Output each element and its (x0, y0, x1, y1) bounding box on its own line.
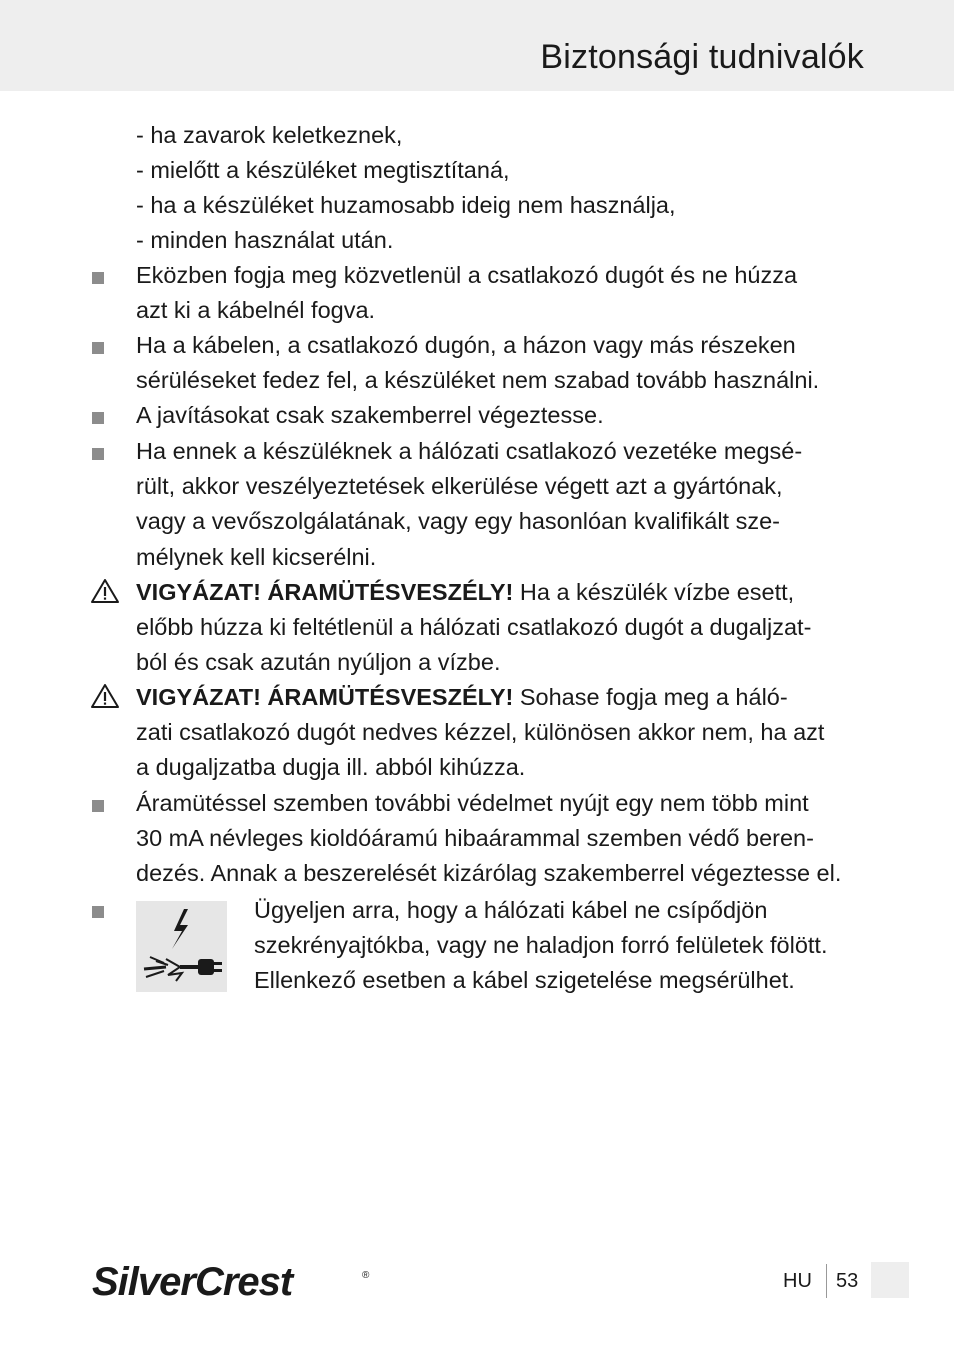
text-line: dezés. Annak a beszerelését kizárólag szakemberrel végeztesse el. (136, 860, 842, 887)
square-bullet-icon (92, 906, 104, 918)
svg-text:®: ® (362, 1270, 370, 1281)
text-line: A javításokat csak szakemberrel végeztesse. (136, 402, 604, 428)
text-line: ból és csak azután nyúljon a vízbe. (136, 649, 501, 676)
text-line: Ha ennek a készüléknek a hálózati csatlakozó vezetéke megsé- (136, 438, 803, 464)
text-line: sérüléseket fedez fel, a készüléket nem szabad tovább használni. (136, 367, 820, 394)
brand-logo (92, 1258, 382, 1309)
square-bullet-icon (92, 412, 104, 424)
text-line: Eközben fogja meg közvetlenül a csatlakozó dugót és ne húzza (136, 262, 798, 288)
warning-text: Sohase fogja meg a háló- (513, 684, 788, 710)
text-line: Ellenkező esetben a kábel szigetelése megsérülhet. (254, 967, 795, 994)
text-line (136, 575, 866, 610)
cable-damage-icon (136, 901, 227, 992)
text-line: Áramütéssel szemben további védelmet nyújt egy nem több mint (136, 790, 809, 816)
bullet-paragraph (136, 258, 866, 328)
text-line: szekrényajtókba, vagy ne haladjon forró felületek fölött. (254, 932, 828, 959)
warning-paragraph (136, 575, 866, 681)
dash-item: - ha zavarok keletkeznek, (136, 122, 403, 148)
text-line: mélynek kell kicserélni. (136, 543, 377, 570)
text-line: zati csatlakozó dugót nedves kézzel, különösen akkor nem, ha azt (136, 719, 825, 746)
dash-item: - ha a készüléket huzamosabb ideig nem használja, (136, 192, 676, 218)
warning-paragraph (136, 680, 866, 786)
language-code: HU (783, 1270, 812, 1292)
page-tab-marker (871, 1262, 909, 1298)
bullet-paragraph (136, 328, 866, 398)
text-line: 30 mA névleges kioldóáramú hibaárammal szemben védő beren- (136, 825, 814, 852)
footer-divider (826, 1264, 827, 1298)
dash-item: - minden használat után. (136, 227, 394, 253)
text-line: Ügyeljen arra, hogy a hálózati kábel ne csípődjön (254, 897, 768, 923)
text-line (136, 680, 866, 715)
square-bullet-icon (92, 800, 104, 812)
text-line: előbb húzza ki feltétlenül a hálózati csatlakozó dugót a dugaljzat- (136, 614, 812, 641)
text-line: vagy a vevőszolgálatának, vagy egy hasonlóan kvalifikált sze- (136, 508, 781, 535)
text-line: rült, akkor veszélyeztetések elkerülése végett azt a gyártónak, (136, 473, 783, 500)
warning-triangle-icon (90, 683, 120, 709)
square-bullet-icon (92, 448, 104, 460)
bullet-paragraph (136, 398, 866, 433)
bullet-paragraph (136, 434, 866, 575)
dash-item: - mielőtt a készüléket megtisztítaná, (136, 157, 510, 183)
warning-label: VIGYÁZAT! ÁRAMÜTÉSVESZÉLY! (136, 579, 514, 605)
page-title: Biztonsági tudnivalók (540, 38, 864, 76)
text-line: a dugaljzatba dugja ill. abból kihúzza. (136, 754, 526, 781)
square-bullet-icon (92, 272, 104, 284)
brand-logo-text: SilverCrest (92, 1260, 293, 1304)
page-number: 53 (836, 1270, 859, 1292)
warning-triangle-icon (90, 578, 120, 604)
text-line: azt ki a kábelnél fogva. (136, 297, 376, 324)
symbol-paragraph (254, 893, 874, 999)
warning-text: Ha a készülék vízbe esett, (513, 579, 795, 605)
square-bullet-icon (92, 342, 104, 354)
bullet-paragraph (136, 786, 866, 892)
text-line: Ha a kábelen, a csatlakozó dugón, a házon vagy más részeken (136, 332, 796, 358)
warning-label: VIGYÁZAT! ÁRAMÜTÉSVESZÉLY! (136, 684, 514, 710)
